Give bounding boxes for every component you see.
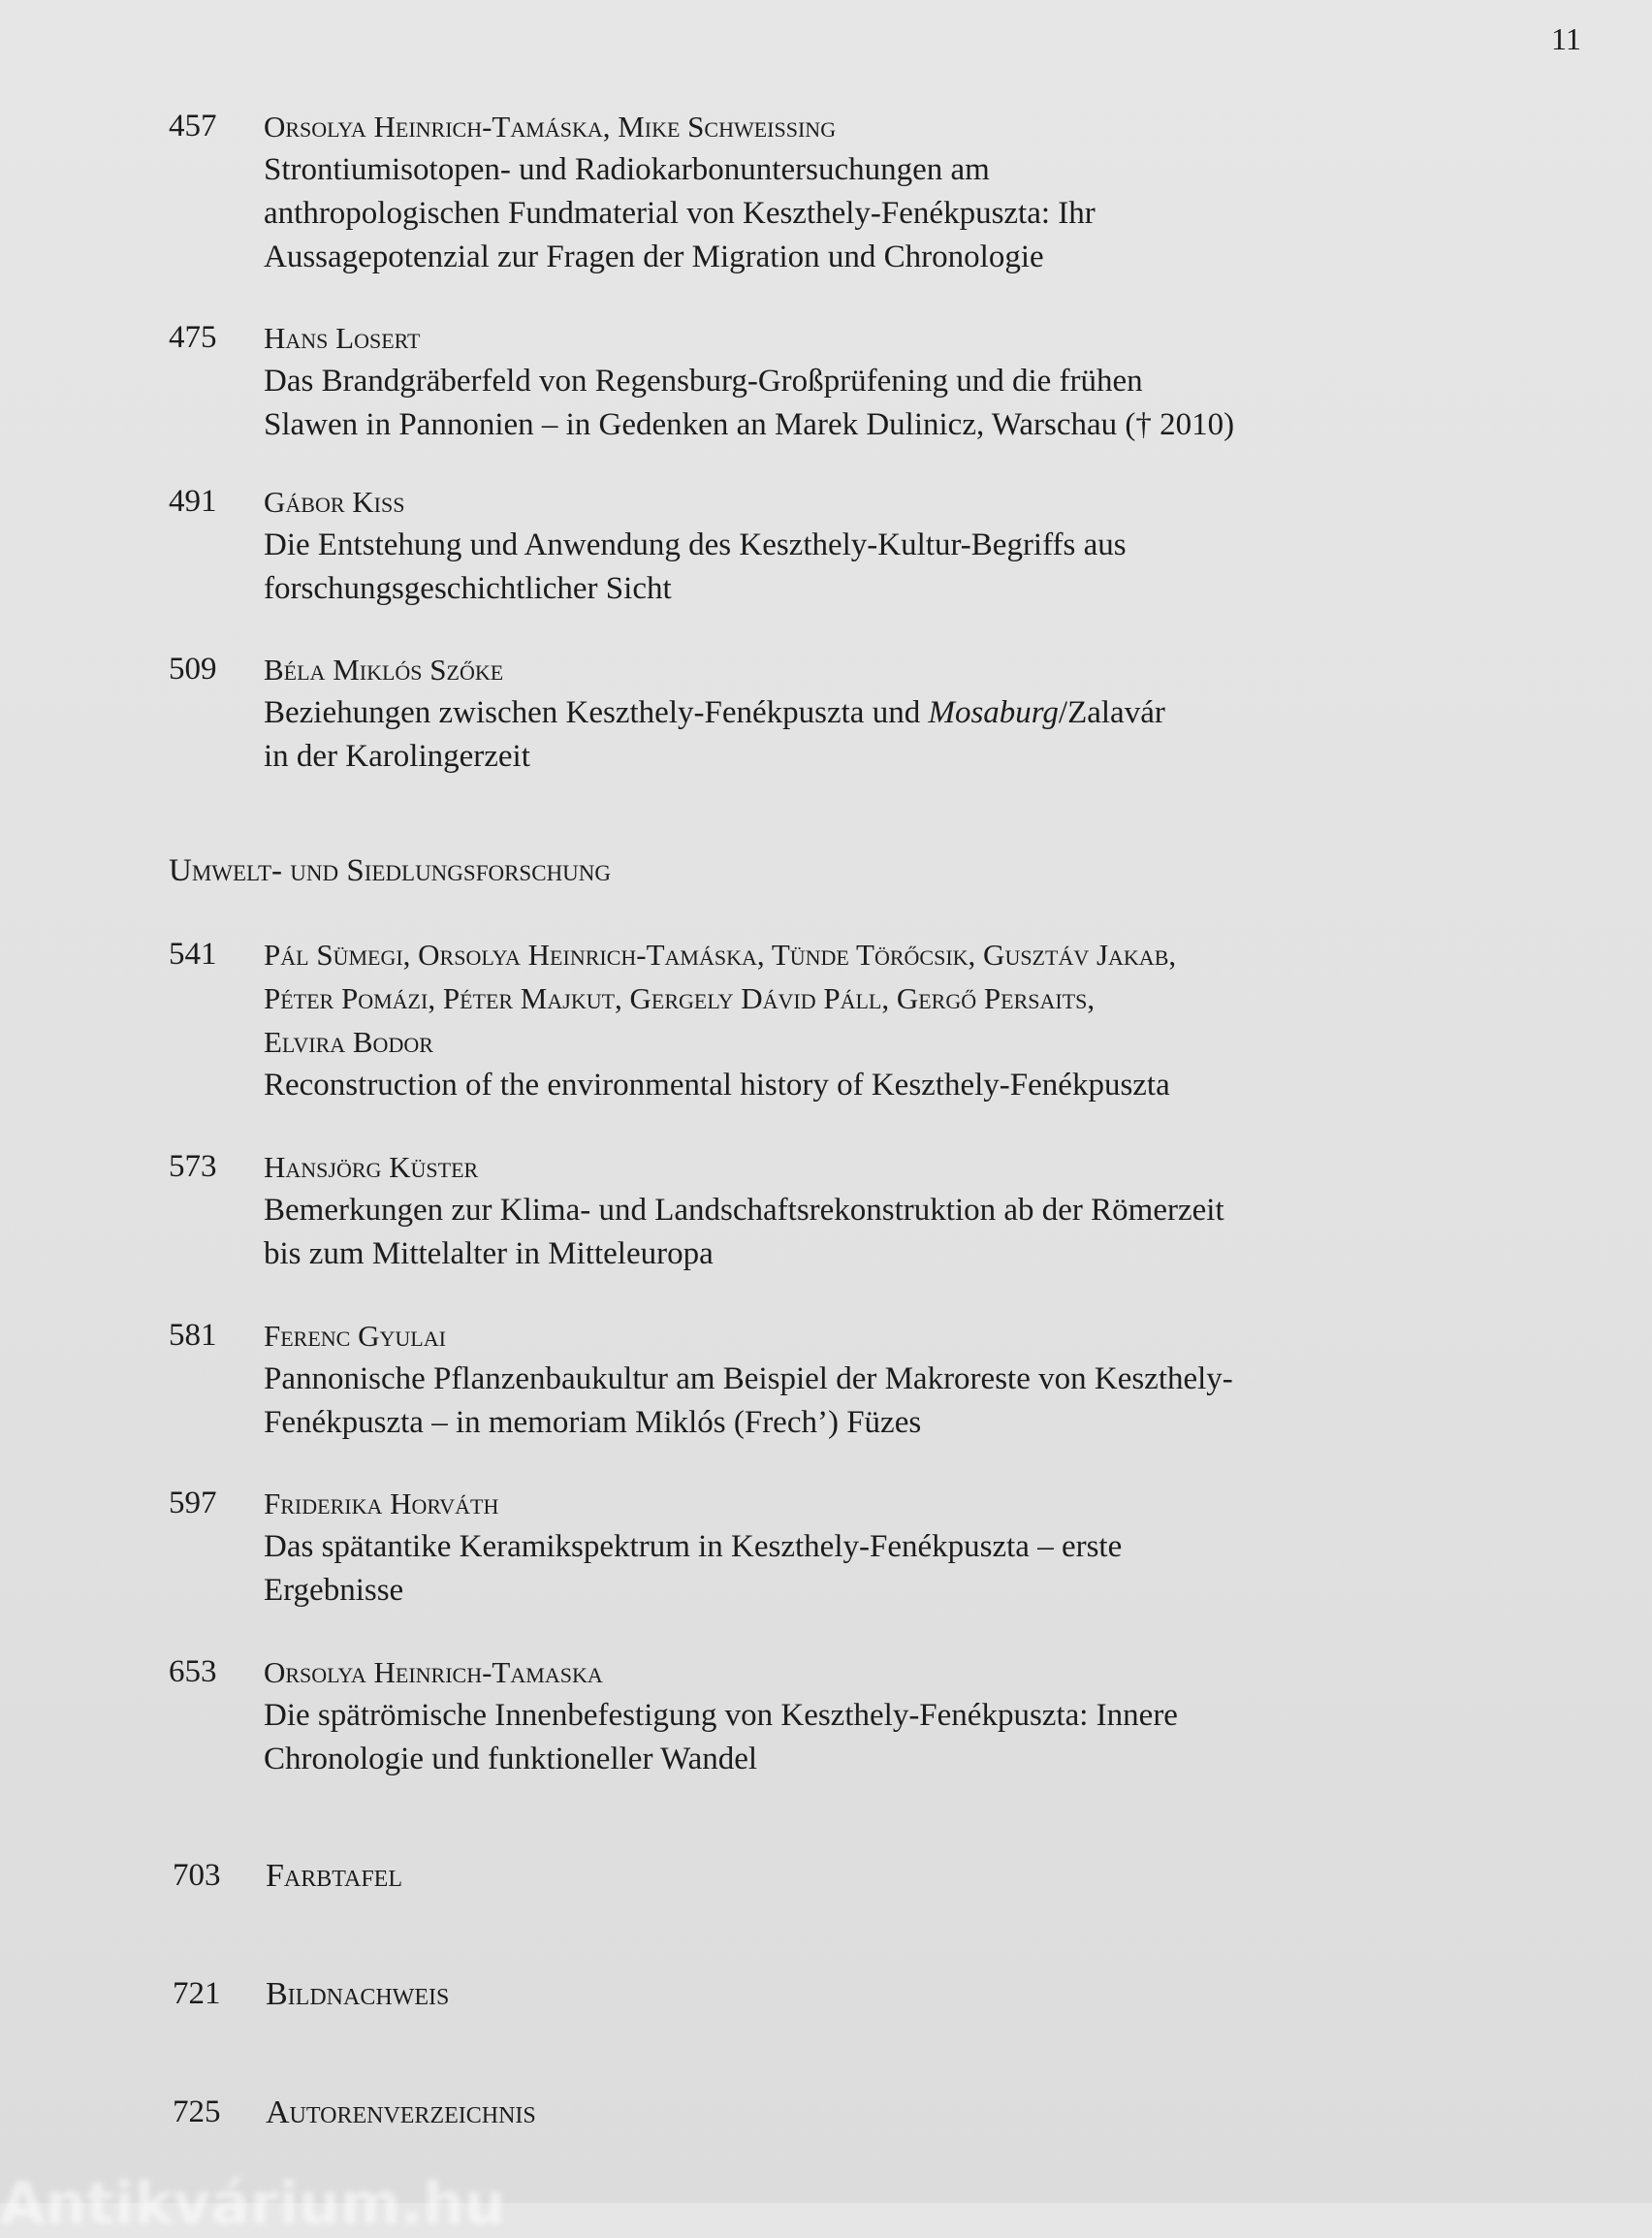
entry-title-line: forschungsgeschichtlicher Sicht [264, 571, 672, 606]
entry-authors: Gábor Kiss [264, 485, 405, 519]
entry-page: 597 [169, 1486, 217, 1520]
entry-title-line: Aussagepotenzial zur Fragen der Migration und Chronologie [264, 240, 1044, 274]
entry-page: 457 [169, 109, 217, 144]
entry-page: 509 [169, 652, 217, 687]
entry-title-line: Slawen in Pannonien – in Gedenken an Marek Dulinicz, Warschau († 2010) [264, 407, 1235, 442]
entry-title-line: Reconstruction of the environmental history of Keszthely-Fenékpuszta [264, 1068, 1170, 1103]
entry-title-line: Fenékpuszta – in memoriam Miklós (Frech’) Füzes [264, 1405, 922, 1440]
title-text: /Zalavár [1058, 695, 1165, 730]
entry-title-line: Chronologie und funktioneller Wandel [264, 1742, 758, 1776]
entry-page: 725 [173, 2094, 221, 2129]
entry-title-line: Pannonische Pflanzenbaukultur am Beispiel der Makroreste von Keszthely- [264, 1361, 1233, 1396]
entry-page: 573 [169, 1149, 217, 1184]
title-italic-text: Mosaburg [928, 695, 1059, 730]
entry-page: 581 [169, 1318, 217, 1353]
entry-authors: Hansjörg Küster [264, 1150, 479, 1184]
section-heading: Umwelt- und Siedlungsforschung [169, 853, 612, 888]
entry-title-line: Bemerkungen zur Klima- und Landschaftsrekonstruktion ab der Römerzeit [264, 1193, 1224, 1228]
entry-page: 475 [169, 320, 217, 355]
entry-title-line: Das Brandgräberfeld von Regensburg-Großprüfening und die frühen [264, 364, 1143, 399]
entry-title-line: Das spätantike Keramikspektrum in Keszthely-Fenékpuszta – erste [264, 1529, 1123, 1564]
watermark: Antikvárium.hu [0, 2170, 506, 2238]
entry-label: Autorenverzeichnis [266, 2094, 536, 2130]
entry-title-line [264, 691, 1466, 735]
entry-page: 703 [173, 1858, 221, 1893]
entry-title-line: anthropologischen Fundmaterial von Keszthely-Fenékpuszta: Ihr [264, 196, 1096, 231]
entry-label: Bildnachweis [266, 1976, 450, 2012]
entry-title-line: Die Entstehung und Anwendung des Keszthely-Kultur-Begriffs aus [264, 528, 1127, 562]
entry-title-line: Strontiumisotopen- und Radiokarbonuntersuchungen am [264, 152, 990, 187]
entry-page: 541 [169, 937, 217, 972]
entry-authors: Orsolya Heinrich-Tamaska [264, 1655, 603, 1689]
entry-authors: Péter Pomázi, Péter Majkut, Gergely Dávid Páll, Gergő Persaits, [264, 981, 1096, 1015]
title-text: Beziehungen zwischen Keszthely-Fenékpuszta und [264, 695, 929, 730]
entry-page: 491 [169, 484, 217, 519]
entry-authors: Orsolya Heinrich-Tamáska, Mike Schweissing [264, 110, 837, 144]
entry-title-line: bis zum Mittelalter in Mitteleuropa [264, 1236, 714, 1271]
entry-authors: Hans Losert [264, 321, 421, 355]
entry-title-line: Ergebnisse [264, 1573, 404, 1608]
entry-page: 721 [173, 1976, 221, 2011]
entry-authors: Ferenc Gyulai [264, 1319, 446, 1353]
entry-title-line: Die spätrömische Innenbefestigung von Keszthely-Fenékpuszta: Innere [264, 1698, 1178, 1733]
entry-page: 653 [169, 1654, 217, 1689]
entry-title-line: in der Karolingerzeit [264, 739, 530, 774]
entry-authors: Béla Miklós Szőke [264, 653, 504, 687]
page-number: 11 [1551, 21, 1581, 56]
entry-authors: Pál Sümegi, Orsolya Heinrich-Tamáska, Tünde Törőcsik, Gusztáv Jakab, [264, 938, 1177, 972]
entry-label: Farbtafel [266, 1858, 402, 1894]
entry-authors: Friderika Horváth [264, 1487, 499, 1520]
entry-authors: Elvira Bodor [264, 1025, 433, 1059]
